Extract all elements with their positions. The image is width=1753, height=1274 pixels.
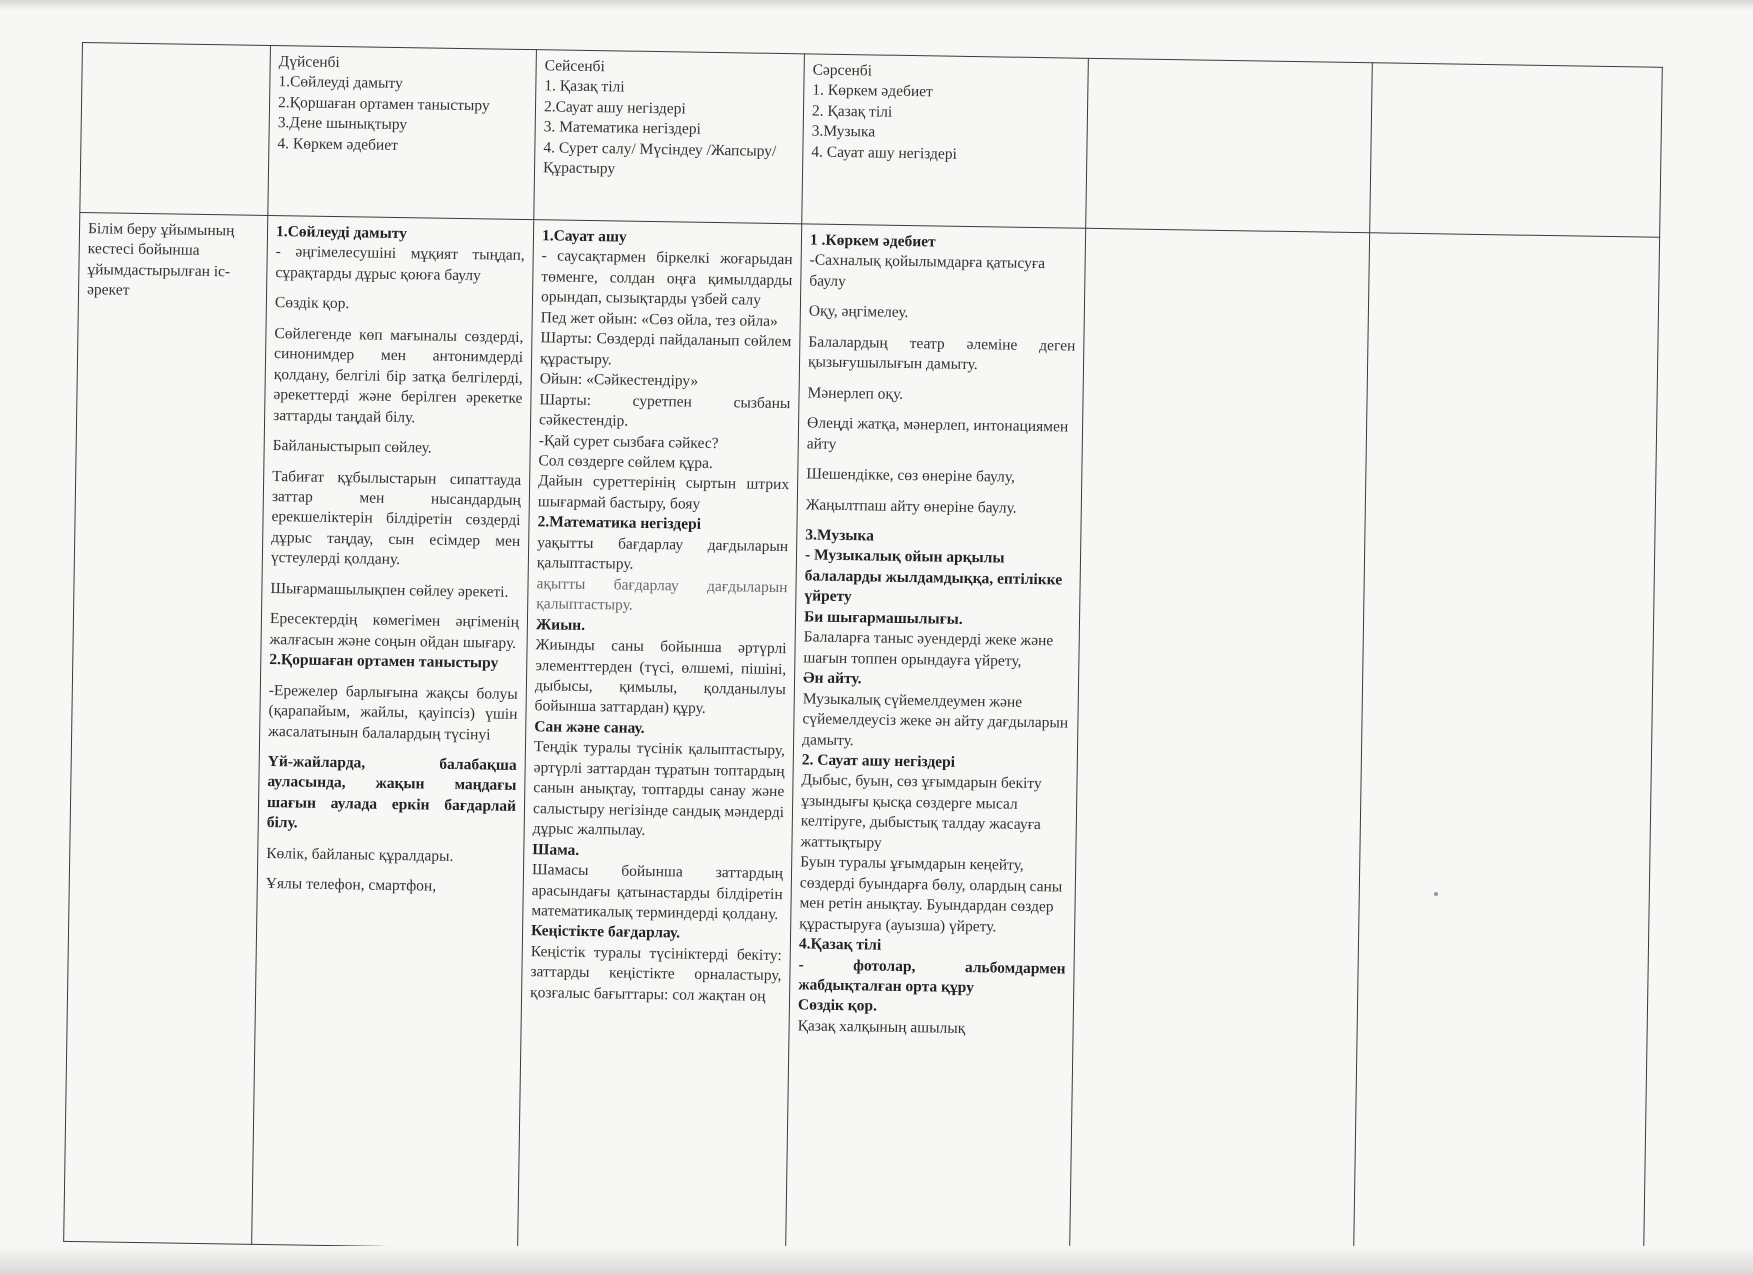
tuesday-item-6: -Қай сурет сызбаға сәйкес? [538, 431, 719, 452]
monday-activities-cell [252, 215, 534, 1248]
tuesday-item-7: Сол сөздерге сөйлем құра. [538, 452, 713, 472]
tuesday-item-4: Ойын: «Сәйкестендіру» [539, 370, 699, 390]
tuesday-item-13: Жиынды саны бойынша әртүрлі элементтерден (түсі, өлшемі, пішіні, дыбысы, қимылы, қолданылуы бойынша заттардан) құру. [534, 636, 787, 718]
wednesday-header-cell [802, 54, 1089, 228]
wednesday-item-1: -Сахналық қойылымдарға қатысуға баулу [809, 251, 1046, 290]
wednesday-item-20: Қазақ халқының ашылық [797, 1017, 966, 1037]
tuesday-item-8: Дайын суреттерінің сыртын штрих шығармай бастыру, бояу [537, 472, 790, 513]
tuesday-header-cell [534, 50, 805, 224]
monday-title: Дүйсенбі [278, 53, 340, 72]
tuesday-title: Сейсенбі [544, 57, 605, 76]
tuesday-item-2: Пед жет ойын: «Сөз ойла, тез ойла» [540, 309, 778, 330]
wednesday-item-15: Дыбыс, буын, сөз ұғымдарын бекіту ұзындығы қысқа сөздерге мысал келтіруге, дыбыстық талдау жасауға жаттықтыру [800, 771, 1042, 852]
header-empty-cell-5 [1086, 58, 1373, 232]
wednesday-item-0: 1 .Көркем әдебиет [809, 231, 936, 251]
wednesday-item-7: Жаңылтпаш айту өнеріне баулу. [805, 495, 1017, 517]
tuesday-item-11: ақытты бағдарлау дағдыларын қалыптастыру. [536, 574, 788, 614]
tuesday-lesson-1: 1. Қазақ тілі [544, 77, 625, 96]
wednesday-item-3: Балалардың театр әлеміне деген қызығушылығын дамыту. [807, 333, 1076, 374]
monday-lesson-2: 2.Қоршаған ортамен таныстыру [277, 93, 490, 115]
monday-item-3: Сөйлегенде көп мағыналы сөздерді, синонимдер мен антонимдерді қолдану, белгілі бір затқа белгілерді, әрекеттерді және берілген әрекетке заттарды таңдай білу. [273, 324, 524, 426]
header-row-label-cell [80, 43, 271, 216]
tuesday-item-19: Кеңістік туралы түсініктерді бекіту: заттарды кеңістікте орналастыру, қозғалыс бағыттары: сол жақтан оң [529, 943, 782, 1005]
activity-empty-cell-5 [1070, 228, 1370, 1261]
monday-item-7: Ересектердің көмегімен әңгіменің жалғасын және соңын ойдан шығару. [269, 610, 520, 652]
row-label-cell [64, 212, 268, 1244]
tuesday-item-1: - саусақтармен біркелкі жоғарыдан төменге, солдан оңға қимылдарды орындап, сызықтарды үзбей салу [540, 247, 793, 310]
tuesday-item-3: Шарты: Сөздерді пайдаланып сөйлем құрастыру. [539, 329, 792, 369]
wednesday-item-2: Оқу, әңгімелеу. [808, 302, 909, 322]
monday-item-10: Үй-жайларда, балабақша ауласында, жақын маңдағы шағын аулада еркін бағдарлай білу. [266, 752, 517, 832]
monday-item-11: Көлік, байланыс құралдары. [266, 844, 454, 865]
tuesday-item-18: Кеңістікте бағдарлау. [530, 922, 681, 942]
tuesday-item-14: Сан және санау. [534, 718, 645, 737]
monday-item-12: Ұялы телефон, смартфон, [265, 875, 437, 895]
monday-item-9: -Ережелер барлығына жақсы болуы (қарапайым, жайлы, қауіпсіз) үшін жасалатынын балалардың түсінуі [268, 681, 518, 744]
header-empty-cell-6 [1370, 63, 1663, 238]
activity-empty-cell-6 [1353, 233, 1659, 1266]
monday-item-0: 1.Сөйлеуді дамыту [275, 223, 408, 243]
tuesday-item-12: Жиын. [535, 615, 586, 634]
wednesday-item-8: 3.Музыка [805, 526, 875, 545]
scan-shadow-bottom [0, 1246, 1753, 1274]
activity-row [64, 212, 1660, 1266]
wednesday-item-14: 2. Сауат ашу негіздері [801, 751, 956, 771]
wednesday-title: Сәрсенбі [812, 61, 873, 80]
tuesday-item-16: Шама. [532, 840, 580, 859]
wednesday-item-17: 4.Қазақ тілі [798, 935, 882, 954]
lesson-plan-table [63, 42, 1663, 1267]
wednesday-item-12: Ән айту. [802, 669, 862, 688]
row-label: Білім беру ұйымының кестесі бойынша ұйымдастырылған іс-әрекет [86, 220, 235, 300]
wednesday-lesson-2: 2. Қазақ тілі [811, 102, 893, 121]
monday-lesson-1: 1.Сөйлеуді дамыту [278, 73, 403, 93]
monday-item-8: 2.Қоршаған ортамен таныстыру [269, 651, 499, 672]
monday-item-2: Сөздік қор. [274, 294, 350, 313]
wednesday-item-19: Сөздік қор. [797, 996, 878, 1016]
wednesday-item-9: - Музыкалық ойын арқылы балаларды жылдамдыққа, ептілікке үйрету [804, 546, 1063, 606]
monday-item-6: Шығармашылықпен сөйлеу әрекеті. [270, 579, 509, 601]
wednesday-item-5: Өлеңді жатқа, мәнерлеп, интонациямен айту [806, 414, 1069, 453]
monday-item-1: - әңгімелесушіні мұқият тыңдап, сұрақтарды дұрыс қоюға баулу [275, 243, 525, 285]
tuesday-lesson-2: 2.Сауат ашу негіздері [543, 98, 686, 118]
monday-lesson-3: 3.Дене шынықтыру [277, 114, 408, 134]
wednesday-item-4: Мәнерлеп оқу. [807, 384, 904, 403]
scan-shadow-top [0, 0, 1753, 10]
tuesday-item-0: 1.Сауат ашу [541, 227, 627, 246]
wednesday-lesson-1: 1. Көркем әдебиет [812, 81, 933, 101]
scan-speck [1434, 892, 1438, 896]
tuesday-item-10: уақытты бағдарлау дағдыларын қалыптастыру. [536, 534, 789, 573]
wednesday-item-13: Музыкалық сүйемелдеумен және сүйемелдеусіз жеке ән айту дағдыларын дамыту. [802, 690, 1069, 749]
wednesday-item-10: Би шығармашылығы. [803, 608, 963, 628]
monday-header-cell [268, 45, 537, 219]
wednesday-lesson-4: 4. Сауат ашу негіздері [811, 143, 958, 163]
tuesday-lesson-3: 3. Математика негіздері [543, 118, 702, 139]
wednesday-activities-cell [786, 224, 1086, 1257]
tuesday-item-9: 2.Математика негіздері [537, 513, 702, 534]
tuesday-item-17: Шамасы бойынша заттардың арасындағы қатынастарды білдіретін математикалық терминдерді қолдану. [531, 861, 784, 923]
wednesday-item-18: - фотолар, альбомдармен жабдықталған орта құру [798, 955, 1066, 997]
monday-item-5: Табиғат құбылыстарын сипаттауда заттар мен нысандардың ерекшеліктерін білдіретін сөздерді дұрыс таңдау, сын есімдер мен үстеулерді қолдану. [270, 467, 522, 569]
header-row [80, 43, 1662, 238]
monday-item-4: Байланыстырып сөйлеу. [272, 437, 432, 457]
monday-lesson-4: 4. Көркем әдебиет [277, 134, 399, 154]
tuesday-activities-cell [518, 220, 802, 1253]
wednesday-item-16: Буын туралы ұғымдарын кеңейту, сөздерді буындарға бөлу, олардың саны мен ретін анықтау. Буындардан сөздер құрастыруға (ауызша) үйрету. [799, 853, 1063, 936]
wednesday-item-6: Шешендікке, сөз өнеріне баулу, [806, 465, 1016, 486]
tuesday-item-5: Шарты: суретпен сызбаны сәйкестендір. [538, 390, 791, 430]
wednesday-lesson-3: 3.Музыка [811, 122, 876, 141]
tuesday-lesson-4: 4. Сурет салу/ Мүсіндеу /Жапсыру/Құрастыру [542, 139, 777, 178]
tuesday-item-15: Теңдік туралы түсінік қалыптастыру, әртүрлі заттардан тұратын топтардың санын анықтау, топтарды санау және салыстыру негізінде сандық мәндерді дұрыс жалпылау. [532, 738, 786, 840]
wednesday-item-11: Балаларға таныс әуендерді жеке және шағын топпен орындауға үйрету, [803, 628, 1054, 670]
